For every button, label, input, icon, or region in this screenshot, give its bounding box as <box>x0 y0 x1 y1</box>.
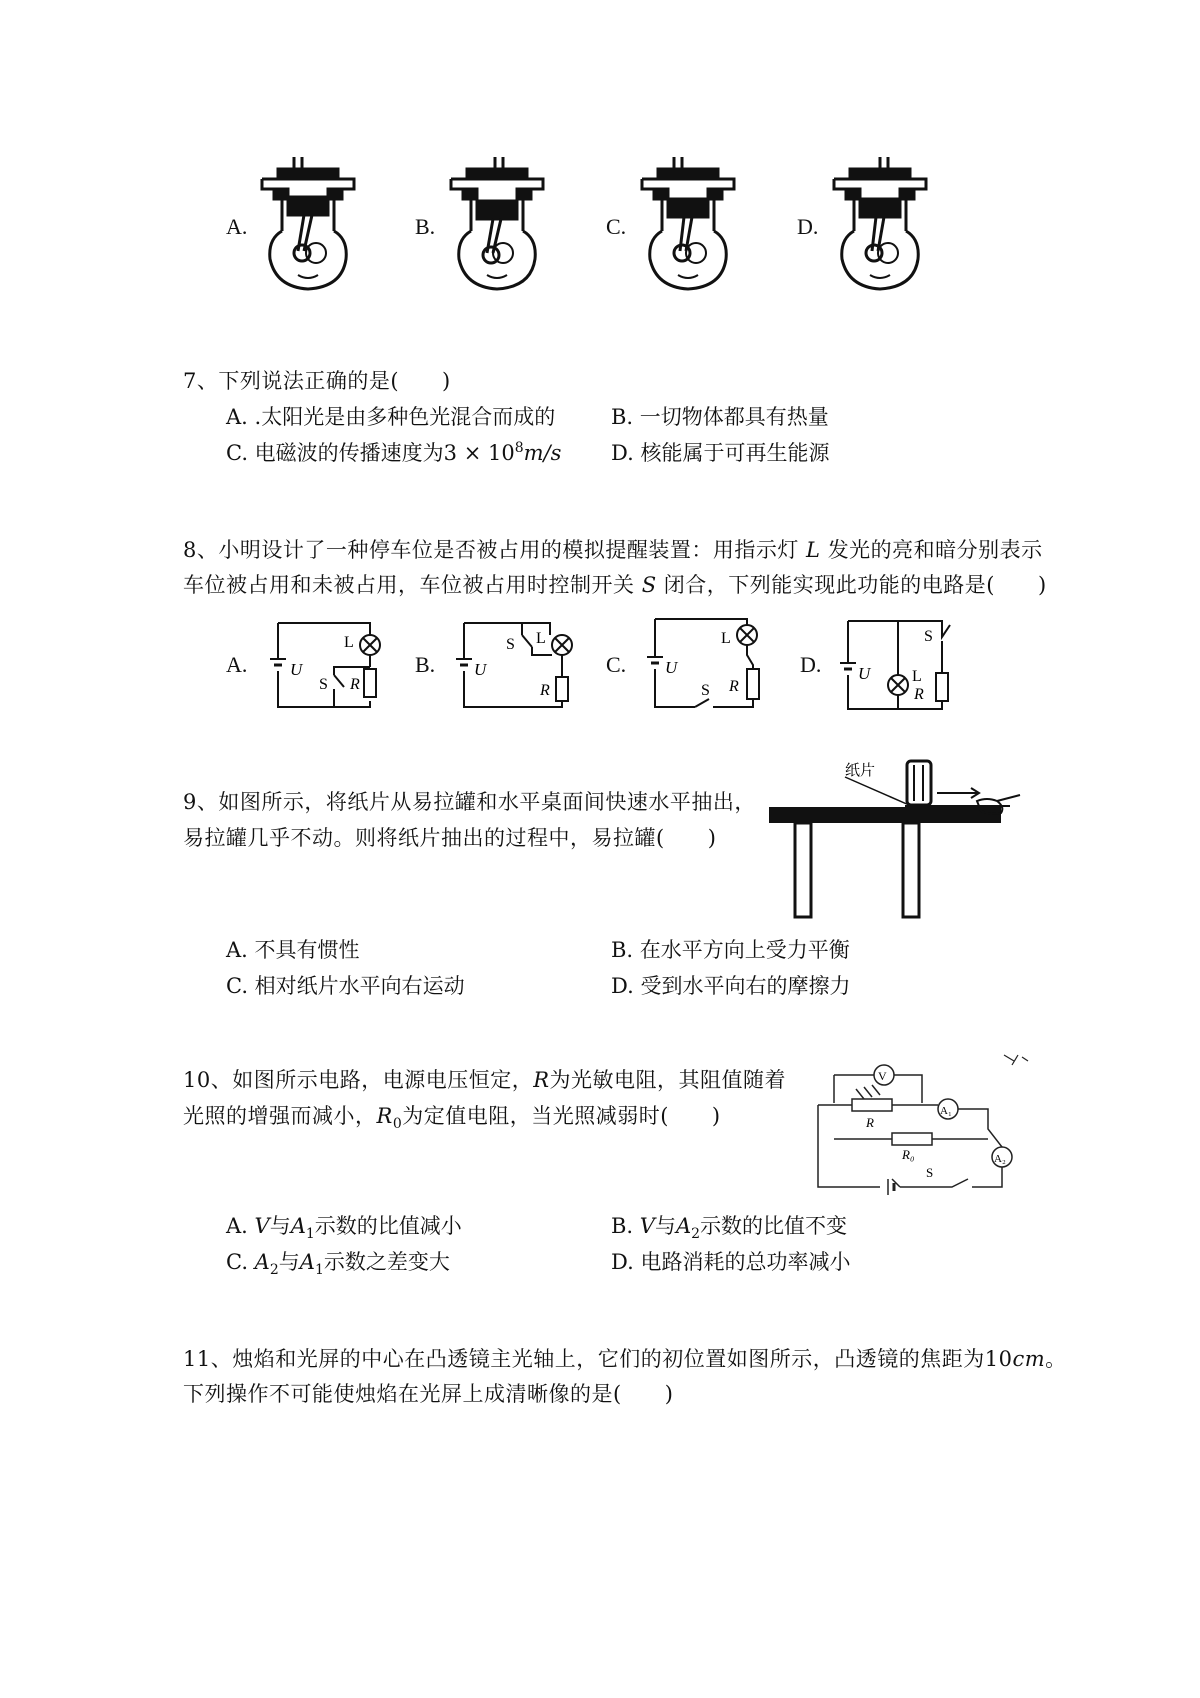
q11-stem-line1-end: 。 <box>1045 1347 1067 1371</box>
circuit-d-lamp-label: L <box>912 668 922 685</box>
q8-option-b-label: B. <box>415 652 436 677</box>
circuit-b-switch-label: S <box>506 636 515 653</box>
q11-focal-unit: cm <box>1012 1347 1046 1371</box>
q10-option-c <box>226 1246 450 1278</box>
q8-option-a-label: A. <box>226 652 248 677</box>
engine-stroke-figure-a <box>258 155 358 295</box>
q10-option-a <box>226 1210 462 1242</box>
q6-option-d-label: D. <box>797 214 819 239</box>
circuit-a-lamp-label: L <box>344 634 354 651</box>
q8-option-c-label: C. <box>606 652 627 677</box>
circuit-diagram-d <box>840 615 960 715</box>
q10-stem-line2 <box>183 1100 721 1140</box>
q11-stem-line1-pre: 11、烛焰和光屏的中心在凸透镜主光轴上，它们的初位置如图所示，凸透镜的焦距为 <box>183 1347 985 1371</box>
q8-stem-pre: 8、小明设计了一种停车位是否被占用的模拟提醒装置：用指示灯 <box>183 538 799 562</box>
q10-stem-line2-pre: 光照的增强而减小， <box>183 1104 377 1128</box>
q8-stem-line1 <box>183 534 1043 566</box>
ammeter-a1-label: A₁ <box>940 1105 952 1117</box>
circuit-diagram-a <box>262 617 387 713</box>
q8-stem-lamp: L <box>806 538 821 562</box>
q7-option-b: B. 一切物体都具有热量 <box>611 405 829 429</box>
paper-strip-label: 纸片 <box>845 763 876 779</box>
q10-option-c-rest: 示数之差变大 <box>323 1250 450 1274</box>
circuit-d-source-label: U <box>858 664 871 683</box>
q10-option-a-v: V <box>254 1214 270 1238</box>
engine-stroke-figure-d <box>830 155 930 295</box>
q10-option-b-v: V <box>639 1214 655 1238</box>
q9-stem-line2: 易拉罐几乎不动。则将纸片抽出的过程中，易拉罐( ) <box>183 826 717 850</box>
q10-option-d: D. 电路消耗的总功率减小 <box>611 1250 851 1274</box>
q8-stem-line2-post: 闭合，下列能实现此功能的电路是( ) <box>663 573 1047 597</box>
q6-option-b-label: B. <box>415 214 436 239</box>
q8-stem-switch: S <box>641 573 657 597</box>
q7-option-c-text: C. 电磁波的传播速度为3 × 10 <box>226 441 515 465</box>
q6-option-c-label: C. <box>606 214 627 239</box>
q10-option-a-prefix: A. <box>226 1214 255 1238</box>
q10-option-a-sub: 1 <box>305 1226 315 1243</box>
q10-option-a-a: A <box>290 1214 306 1238</box>
q10-option-c-sub2: 2 <box>269 1262 279 1279</box>
q9-option-c: C. 相对纸片水平向右运动 <box>226 974 465 998</box>
voltmeter-label: V <box>878 1069 887 1083</box>
circuit-diagram-c <box>643 613 768 713</box>
q10-option-b-prefix: B. <box>611 1214 640 1238</box>
q7-option-c <box>226 437 561 467</box>
q10-option-b-rest: 示数的比值不变 <box>700 1214 848 1238</box>
q9-option-b: B. 在水平方向上受力平衡 <box>611 938 850 962</box>
q8-stem-mid: 发光的亮和暗分别表示 <box>827 538 1043 562</box>
circuit-c-resistor-label: R <box>729 678 739 695</box>
q10-option-c-prefix: C. <box>226 1250 255 1274</box>
q10-option-c-and: 与 <box>278 1250 300 1274</box>
q9-stem-line1: 9、如图所示，将纸片从易拉罐和水平桌面间快速水平抽出， <box>183 790 756 814</box>
q10-option-a-rest: 示数的比值减小 <box>314 1214 462 1238</box>
q10-stem-line1-post: 为光敏电阻，其阻值随着 <box>549 1068 787 1092</box>
q10-switch-label: S <box>926 1165 934 1180</box>
q10-option-b <box>611 1210 847 1242</box>
circuit-d-switch-label: S <box>924 628 933 645</box>
circuit-b-lamp-label: L <box>536 630 546 647</box>
engine-stroke-figure-c <box>638 155 738 295</box>
q11-stem-line1 <box>183 1343 1067 1375</box>
q7-option-c-unit: m/s <box>523 441 562 465</box>
q10-option-c-a1: A <box>299 1250 315 1274</box>
q11-focal-number: 10 <box>984 1347 1013 1371</box>
circuit-b-resistor-label: R <box>540 682 550 699</box>
circuit-d-resistor-label: R <box>914 686 924 703</box>
circuit-diagram-b <box>452 617 577 713</box>
q6-option-a-label: A. <box>226 214 248 239</box>
circuit-b-source-label: U <box>474 660 487 679</box>
q8-option-d-label: D. <box>800 652 822 677</box>
q10-option-c-a2: A <box>254 1250 270 1274</box>
circuit-c-source-label: U <box>665 658 678 677</box>
q10-option-a-and: 与 <box>269 1214 291 1238</box>
q10-stem-line1-pre: 10、如图所示电路，电源电压恒定， <box>183 1068 534 1092</box>
q9-option-d: D. 受到水平向右的摩擦力 <box>611 974 851 998</box>
q10-stem-line1 <box>183 1064 786 1096</box>
q7-option-c-exponent: 8 <box>514 440 524 456</box>
q10-option-b-a: A <box>675 1214 692 1238</box>
q10-stem-r: R <box>533 1068 550 1092</box>
table-can-paper-figure <box>765 757 1025 922</box>
photoresistor-circuit-figure <box>792 1053 1032 1203</box>
q10-option-c-sub1: 1 <box>314 1262 324 1279</box>
q10-option-b-and: 与 <box>654 1214 676 1238</box>
q10-stem-line2-post: 为定值电阻，当光照减弱时( ) <box>402 1104 721 1128</box>
q8-stem-line2-pre: 车位被占用和未被占用，车位被占用时控制开关 <box>183 573 635 597</box>
q10-option-b-sub: 2 <box>691 1226 701 1243</box>
engine-stroke-figure-b <box>447 155 547 295</box>
q8-stem-line2 <box>183 569 1047 601</box>
q7-option-a: A. .太阳光是由多种色光混合而成的 <box>226 405 556 429</box>
circuit-c-switch-label: S <box>701 682 710 699</box>
q11-stem-line2: 下列操作不可能使烛焰在光屏上成清晰像的是( ) <box>183 1382 674 1406</box>
q9-option-a: A. 不具有惯性 <box>226 938 360 962</box>
fixed-resistor-label: R₀ <box>902 1147 915 1162</box>
ammeter-a2-label: A₂ <box>994 1153 1006 1165</box>
q7-stem: 7、下列说法正确的是( ) <box>183 369 451 393</box>
circuit-a-resistor-label: R <box>350 676 360 693</box>
q10-stem-r0-sub: 0 <box>392 1116 403 1133</box>
q10-stem-r0: R <box>376 1104 393 1128</box>
q7-option-d: D. 核能属于可再生能源 <box>611 441 830 465</box>
circuit-a-switch-label: S <box>319 676 328 693</box>
circuit-c-lamp-label: L <box>721 630 731 647</box>
photoresistor-label: R <box>866 1115 874 1130</box>
circuit-a-source-label: U <box>290 660 303 679</box>
